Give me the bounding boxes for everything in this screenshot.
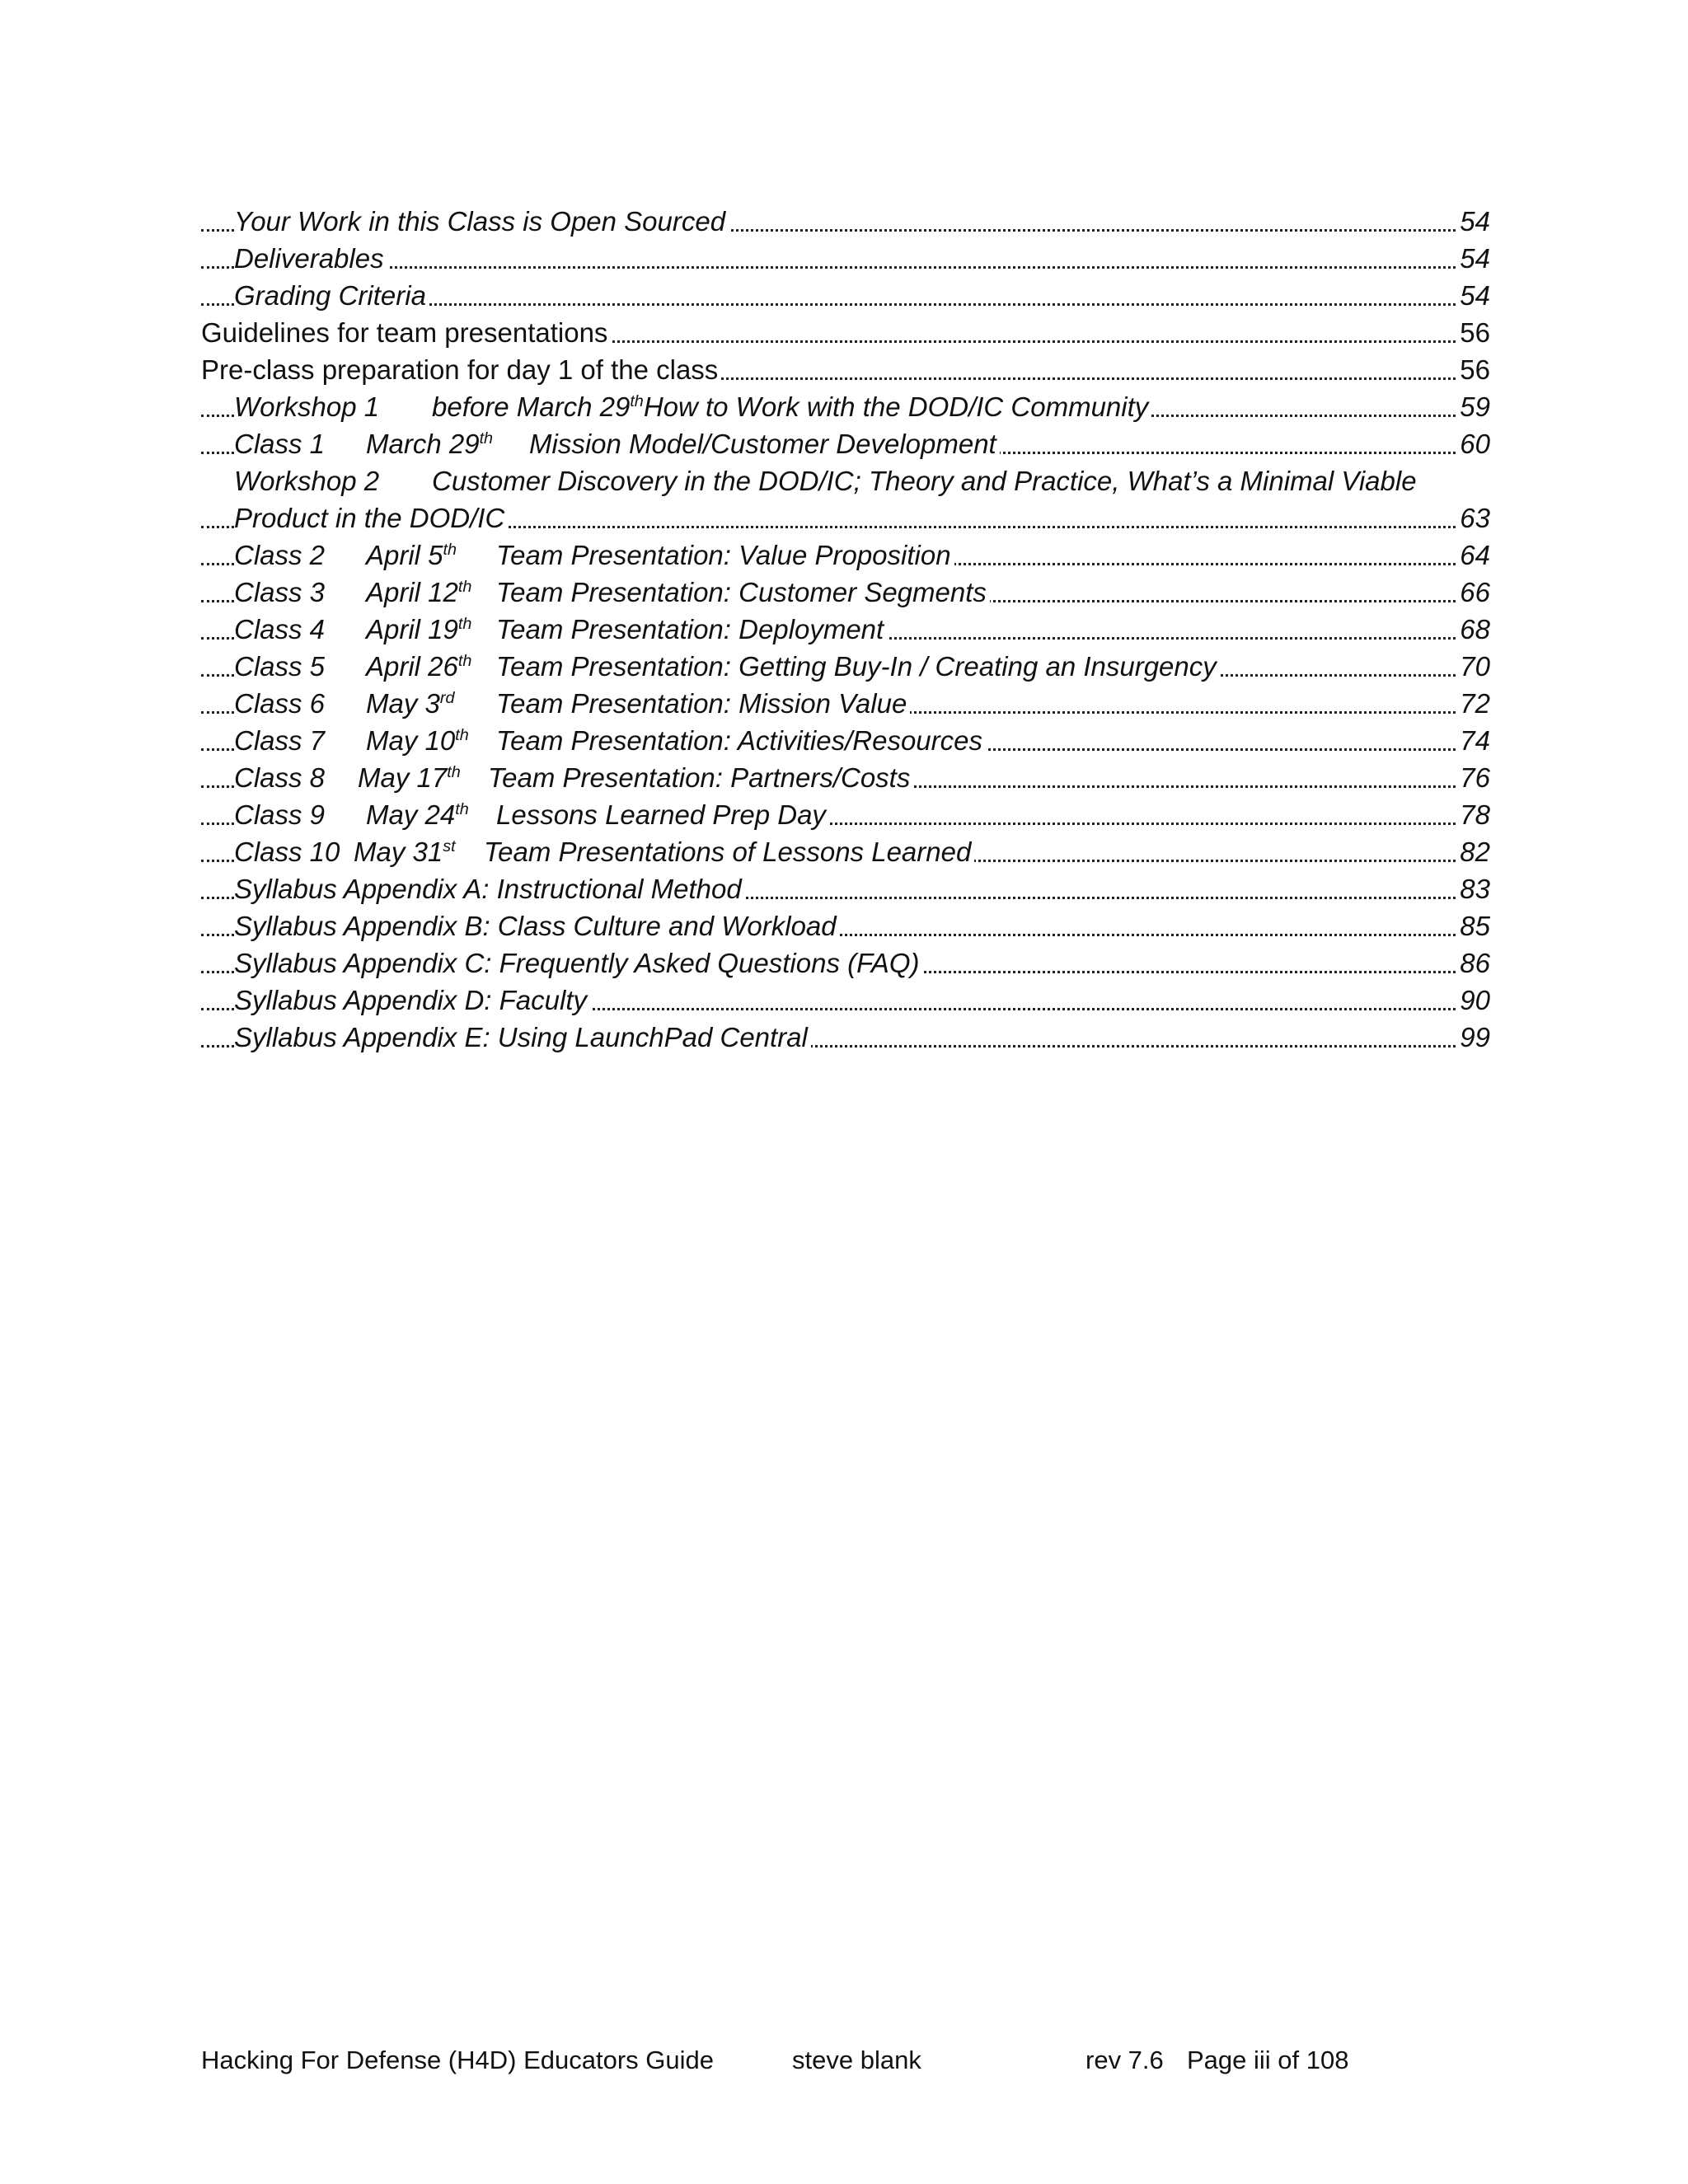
toc-entry[interactable] — [201, 314, 1490, 351]
toc-page-number: 54 — [1456, 240, 1490, 277]
toc-entry[interactable] — [201, 759, 1490, 796]
toc-entry-title — [234, 243, 387, 274]
toc-entry[interactable] — [201, 499, 1490, 537]
toc-entry-segment: Team Presentation: Getting Buy-In / Creating an Insurgency — [496, 651, 1217, 682]
toc-entry[interactable] — [201, 537, 1490, 574]
toc-entry-segment: Your Work in this Class is Open Sourced — [234, 206, 726, 237]
toc-entry-title — [201, 354, 721, 385]
toc-entry-title — [234, 391, 1151, 422]
toc-entry[interactable] — [201, 648, 1490, 685]
toc-entry-segment: Syllabus Appendix A: Instructional Method — [234, 874, 742, 904]
toc-entry-segment: Product in the DOD/IC — [234, 503, 505, 533]
toc-entry[interactable] — [201, 574, 1490, 611]
toc-entry-title — [234, 206, 729, 237]
toc-entry-segment: Class 10 — [234, 837, 340, 867]
toc-page-number: 99 — [1456, 1019, 1490, 1056]
toc-page-number: 68 — [1456, 611, 1490, 648]
toc-entry[interactable] — [201, 796, 1490, 833]
toc-entry-segment: Class 2 — [234, 540, 326, 570]
toc-entry-title — [234, 837, 974, 867]
toc-entry-segment: May 3rd — [366, 688, 455, 719]
toc-entry[interactable] — [201, 907, 1490, 944]
toc-entry-segment: April 19th — [366, 614, 472, 644]
toc-page-number: 60 — [1456, 425, 1490, 462]
toc-page-number: 83 — [1456, 870, 1490, 907]
toc-entry-segment: Class 8 — [234, 762, 326, 793]
toc-entry[interactable] — [201, 982, 1490, 1019]
toc-page-number: 54 — [1456, 203, 1490, 240]
toc-page-number: 76 — [1456, 759, 1490, 796]
toc-leader-dots — [201, 266, 1490, 269]
toc-entry[interactable] — [201, 277, 1490, 314]
toc-page-number: 56 — [1456, 314, 1490, 351]
toc-page-number: 82 — [1456, 833, 1490, 870]
toc-page-number: 72 — [1456, 685, 1490, 722]
toc-entry-segment: Deliverables — [234, 243, 384, 274]
toc-entry-segment: Grading Criteria — [234, 280, 426, 311]
footer-title: Hacking For Defense (H4D) Educators Guide — [201, 2046, 714, 2074]
toc-entry-segment: Class 1 — [234, 429, 326, 459]
toc-page-number: 63 — [1456, 499, 1490, 537]
toc-entry[interactable] — [201, 462, 1490, 499]
toc-entry-title — [234, 725, 986, 756]
toc-page-number: 86 — [1456, 944, 1490, 982]
toc-entry-title — [234, 762, 913, 793]
toc-entry[interactable] — [201, 351, 1490, 388]
toc-entry-segment: Class 4 — [234, 614, 326, 644]
toc-entry-title — [234, 466, 1420, 496]
toc-page-number: 78 — [1456, 796, 1490, 833]
toc-entry-title — [234, 985, 590, 1015]
toc-entry-segment: Class 5 — [234, 651, 326, 682]
toc-page-number: 56 — [1456, 351, 1490, 388]
toc-entry-title — [234, 577, 990, 607]
toc-entry-segment: April 26th — [366, 651, 472, 682]
footer-revision: rev 7.6 — [1085, 2046, 1164, 2074]
toc-entry-segment: Syllabus Appendix C: Frequently Asked Questions (FAQ) — [234, 948, 920, 978]
toc-entry-title — [234, 614, 887, 644]
toc-entry-segment: Class 3 — [234, 577, 326, 607]
toc-entry-segment: Pre-class preparation for day 1 of the class — [201, 354, 719, 385]
toc-entry[interactable] — [201, 425, 1490, 462]
toc-entry-segment: Team Presentation: Customer Segments — [496, 577, 987, 607]
toc-entry-segment: May 31st — [354, 837, 456, 867]
toc-entry-segment: Customer Discovery in the DOD/IC; Theory and Practice, What’s a Minimal Viable — [432, 466, 1417, 496]
toc-entry-segment: Team Presentation: Activities/Resources — [496, 725, 982, 756]
toc-entry-segment: How to Work with the DOD/IC Community — [643, 391, 1149, 422]
toc-entry-segment: Team Presentation: Value Proposition — [496, 540, 951, 570]
toc-entry[interactable] — [201, 1019, 1490, 1056]
toc-entry-title — [234, 503, 508, 533]
toc-entry-segment: Workshop 2 — [234, 466, 380, 496]
toc-entry-title — [234, 874, 745, 904]
toc-entry-segment: Team Presentation: Partners/Costs — [488, 762, 911, 793]
toc-entry-segment: Syllabus Appendix B: Class Culture and Workload — [234, 911, 837, 941]
toc-page-number: 74 — [1456, 722, 1490, 759]
toc-page-number: 54 — [1456, 277, 1490, 314]
toc-entry-title — [234, 540, 954, 570]
toc-entry-segment: Syllabus Appendix E: Using LaunchPad Central — [234, 1022, 808, 1052]
toc-entry-segment: May 24th — [366, 799, 469, 830]
toc-entry[interactable] — [201, 870, 1490, 907]
toc-entry[interactable] — [201, 685, 1490, 722]
toc-entry-segment: April 5th — [366, 540, 457, 570]
toc-entry-segment: Team Presentation: Mission Value — [496, 688, 907, 719]
toc-entry-segment: May 10th — [366, 725, 469, 756]
footer-page-number: Page iii of 108 — [1187, 2046, 1349, 2074]
toc-entry-segment: May 17th — [358, 762, 461, 793]
toc-entry-title — [234, 688, 910, 719]
toc-entry-title — [234, 948, 922, 978]
toc-entry-title — [234, 280, 429, 311]
toc-entry-segment: Syllabus Appendix D: Faculty — [234, 985, 587, 1015]
toc-entry-segment: before March 29th — [432, 391, 644, 422]
toc-page-number: 90 — [1456, 982, 1490, 1019]
toc-page-number: 59 — [1456, 388, 1490, 425]
table-of-contents — [201, 203, 1490, 1056]
toc-page-number: 70 — [1456, 648, 1490, 685]
toc-page-number: 64 — [1456, 537, 1490, 574]
toc-entry[interactable] — [201, 944, 1490, 982]
toc-entry-title — [234, 799, 829, 830]
footer-author: steve blank — [792, 2046, 921, 2074]
toc-page-number: 66 — [1456, 574, 1490, 611]
toc-entry-segment: April 12th — [366, 577, 472, 607]
toc-entry-segment: Lessons Learned Prep Day — [496, 799, 826, 830]
toc-page-number: 85 — [1456, 907, 1490, 944]
toc-entry-title — [234, 429, 1000, 459]
toc-entry-title — [201, 317, 611, 348]
toc-entry[interactable] — [201, 722, 1490, 759]
toc-entry[interactable] — [201, 611, 1490, 648]
toc-entry-segment: Class 7 — [234, 725, 326, 756]
toc-entry-segment: Mission Model/Customer Development — [529, 429, 996, 459]
toc-entry-title — [234, 651, 1220, 682]
toc-entry-title — [234, 1022, 811, 1052]
toc-entry[interactable] — [201, 240, 1490, 277]
toc-entry[interactable] — [201, 203, 1490, 240]
toc-entry-segment: Workshop 1 — [234, 391, 380, 422]
toc-entry-segment: Guidelines for team presentations — [201, 317, 608, 348]
toc-entry-segment: Class 6 — [234, 688, 326, 719]
toc-entry[interactable] — [201, 833, 1490, 870]
toc-entry-segment: Team Presentation: Deployment — [496, 614, 884, 644]
toc-entry-title — [234, 911, 840, 941]
toc-entry-segment: Class 9 — [234, 799, 326, 830]
toc-entry-segment: Team Presentations of Lessons Learned — [484, 837, 972, 867]
toc-entry[interactable] — [201, 388, 1490, 425]
toc-entry-segment: March 29th — [366, 429, 494, 459]
